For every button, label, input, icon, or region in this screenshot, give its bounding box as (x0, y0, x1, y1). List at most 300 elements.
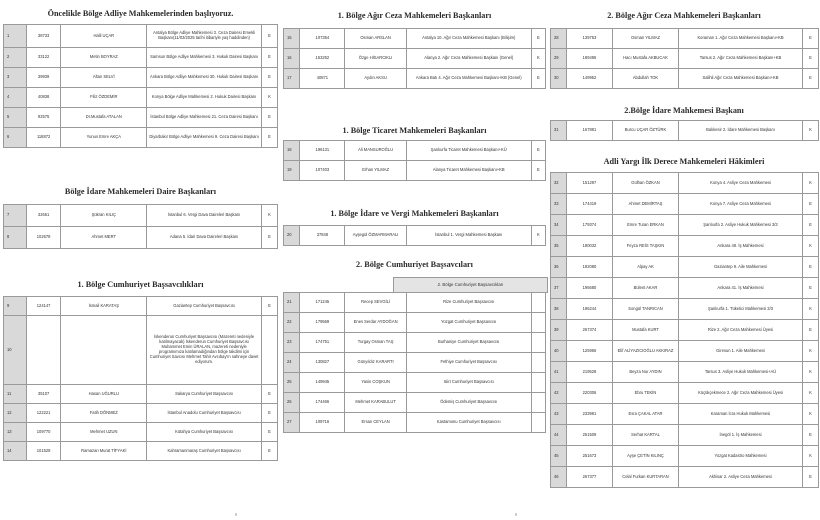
position: İskenderun Cumhuriyet Başsavcısı (Mazereti nedeniyle katılmayacak) İskenderun Cumhuriyet Başsavcısı Muhammet Emin ÜRALAN, mazereti nedeniyle programımıza katılamadığından bölge takdimi için Cumhuriyet Savcısı Mehmet Tahir Avcıbay'ın sahneye davet ediyorum. (147, 316, 262, 385)
registry-number: 251673 (567, 446, 613, 467)
person-name: Ahmet DEMİRTAŞ (613, 194, 679, 215)
table-row (4, 108, 278, 128)
table-region2-prosecutors (283, 292, 546, 433)
registry-number: 37848 (300, 226, 345, 246)
table-row (284, 226, 546, 246)
table-row (4, 48, 278, 68)
position: Ödemiş Cumhuriyet Başsavcısı (406, 393, 531, 413)
gender-code: E (261, 297, 277, 316)
row-number: 35 (551, 236, 567, 257)
row-number: 18 (284, 141, 300, 161)
position: Rize 2. Ağır Ceza Mahkemesi Üyesi (679, 320, 803, 341)
gender-code: E (261, 68, 277, 88)
registry-number: 219528 (567, 362, 613, 383)
section-title-region1-prosecutors: 1. Bölge Cumhuriyet Başsavcılıkları (77, 280, 204, 289)
table-row (551, 362, 819, 383)
position: Fethiye Cumhuriyet Başsavcısı (406, 353, 531, 373)
person-name: Gülhan ÖZKAN (613, 173, 679, 194)
scan-mark (515, 513, 517, 516)
gender-code (531, 373, 545, 393)
table-first-instance-judges (550, 172, 819, 488)
person-name: Erhan YILMAZ (345, 161, 406, 181)
section-title-region1-commercial: 1. Bölge Ticaret Mahkemeleri Başkanları (342, 126, 487, 135)
gender-code: K (803, 299, 819, 320)
person-name: Şükran KILIÇ (61, 205, 147, 227)
row-number: 11 (4, 385, 27, 404)
person-name: Emre Turan ERKAN (613, 215, 679, 236)
row-number: 36 (551, 257, 567, 278)
position: Alanya Ticaret Mahkemesi Başkanı+KB (406, 161, 531, 181)
position: İstanbul Bölge Adliye Mahkemesi 21. Ceza Dairesi Başkanı (147, 108, 262, 128)
table-row (4, 88, 278, 108)
gender-code: E (531, 161, 545, 181)
gender-code: E (261, 442, 277, 461)
position: Tarsus 3. Asliye Hukuk Mahkemesi+AÜ (679, 362, 803, 383)
row-number: 8 (4, 227, 27, 249)
gender-code (261, 316, 277, 385)
row-number: 29 (551, 49, 567, 69)
position: Giresun 1. Aile Mahkemesi (679, 341, 803, 362)
registry-number: 179374 (567, 215, 613, 236)
gender-code: E (803, 257, 819, 278)
gender-code: K (803, 404, 819, 425)
section-title-region2-heavy-penal: 2. Bölge Ağır Ceza Mahkemeleri Başkanları (607, 11, 761, 20)
table-row (551, 121, 819, 141)
person-name: Bülent AKAR (613, 278, 679, 299)
position: Salihli Ağır Ceza Mahkemesi Başkanı+KB (679, 69, 803, 89)
row-number: 13 (4, 423, 27, 442)
gender-code: E (803, 320, 819, 341)
gender-code: E (803, 467, 819, 488)
gender-code: E (261, 108, 277, 128)
person-name: Fatih DÖNMEZ (61, 404, 147, 423)
position: Antalya 10. Ağır Ceza Mahkemesi Başkanı (Bilişim) (406, 29, 531, 49)
person-name: Ramazan Murat TİFYAKİ (61, 442, 147, 461)
person-name: Aydın AKSU (345, 69, 406, 89)
gender-code: E (261, 25, 277, 48)
table-row (551, 49, 819, 69)
gender-code: K (803, 236, 819, 257)
row-number: 27 (284, 413, 300, 433)
section-title-first-instance-judges: Adli Yargı İlk Derece Mahkemeleri Hâkimleri (603, 157, 765, 166)
registry-number: 125966 (567, 341, 613, 362)
position: Şanlıurfa 2. Asliye Hukuk Mahkemesi 3/3 (679, 215, 803, 236)
position: Kütahya Cumhuriyet Başsavcısı (147, 423, 262, 442)
table-row (284, 413, 546, 433)
table-row (551, 446, 819, 467)
table-row (551, 29, 819, 49)
person-name: Dr.Mustafa ATALAN (61, 108, 147, 128)
person-name: Ebru TEKİN (613, 383, 679, 404)
registry-number: 149952 (567, 69, 613, 89)
gender-code (531, 353, 545, 373)
position: Ankara Bölge Adliye Mahkemesi 30. Hukuk Dairesi Başkanı (147, 68, 262, 88)
person-name (61, 316, 147, 385)
row-number: 4 (4, 88, 27, 108)
person-name: Ayşe ÇETİN KILINÇ (613, 446, 679, 467)
row-number: 31 (551, 121, 567, 141)
gender-code (531, 393, 545, 413)
scan-mark (235, 513, 237, 516)
person-name: Alpay AK (613, 257, 679, 278)
registry-number: 174419 (567, 194, 613, 215)
position: Diyarbakır Bölge Adliye Mahkemesi 9. Ceza Dairesi Başkanı (147, 128, 262, 148)
row-number: 44 (551, 425, 567, 446)
row-number: 34 (551, 215, 567, 236)
gender-code: K (531, 226, 545, 246)
position: Karaman İcra Hukuk Mahkemesi (679, 404, 803, 425)
person-name: Hacı Mustafa AKBUCAK (613, 49, 679, 69)
registry-number: 196244 (567, 299, 613, 320)
gender-code: E (261, 48, 277, 68)
person-name: Ali MANSUROĞLU (345, 141, 406, 161)
position: Gaziantep Cumhuriyet Başsavcısı (147, 297, 262, 316)
row-number: 12 (4, 404, 27, 423)
registry-number: 139753 (567, 29, 613, 49)
person-name: Osman ARSLAN (345, 29, 406, 49)
registry-number: 92575 (26, 108, 60, 128)
person-name: Enes Serdar AYDOĞAN (345, 313, 406, 333)
person-name: Yasin COŞKUN (345, 373, 406, 393)
gender-code: E (531, 141, 545, 161)
person-name: Filiz ÖZDEMİR (61, 88, 147, 108)
gender-code: K (803, 341, 819, 362)
table-row (551, 320, 819, 341)
position: Yozgat Kadastro Mahkemesi (679, 446, 803, 467)
position: Kastamonu Cumhuriyet Başsavcısı (406, 413, 531, 433)
table-region1-commercial (283, 140, 546, 181)
registry-number: 40838 (26, 88, 60, 108)
table-row (4, 385, 278, 404)
position: Rize Cumhuriyet Başsavcısı (406, 293, 531, 313)
registry-number: 109770 (26, 423, 60, 442)
table-row (551, 467, 819, 488)
row-number: 42 (551, 383, 567, 404)
position: İstanbul 1. Vergi Mahkemesi Başkanı (406, 226, 531, 246)
gender-code: E (531, 29, 545, 49)
table-row (284, 373, 546, 393)
registry-number: 109716 (300, 413, 345, 433)
person-name: Recep SEVGİLİ (345, 293, 406, 313)
table-region1-admin-tax (283, 225, 546, 246)
position: Akhisar 2. Asliye Ceza Mahkemesi (679, 467, 803, 488)
gender-code: K (803, 121, 819, 141)
registry-number: 192080 (567, 257, 613, 278)
registry-number: 124147 (26, 297, 60, 316)
registry-number: 267374 (567, 320, 613, 341)
row-number: 30 (551, 69, 567, 89)
position: Antalya Bölge Adliye Mahkemesi 3. Ceza Dairesi Emekli Başkanı(11/03/2025 tarihi itibariyle yaş haddinden) (147, 25, 262, 48)
table-region1-prosecutors (3, 296, 278, 461)
person-name: Elif ALİYAZICIOĞLU AKKIRAZ (613, 341, 679, 362)
position: Koraman 1. Ağır Ceza Mahkemesi Başkanı+KB (679, 29, 803, 49)
position: Şanlıurfa 1. Tüketici Mahkemesi 3/3 (679, 299, 803, 320)
table-row (284, 69, 546, 89)
row-number: 3 (4, 68, 27, 88)
person-name: Turgay Osman TAŞ (345, 333, 406, 353)
person-name: Ayşegül ÖZMARMARALI (345, 226, 406, 246)
row-number: 1 (4, 25, 27, 48)
row-number: 21 (284, 293, 300, 313)
registry-number: 38733 (26, 25, 60, 48)
person-name: Ahmet MERT (61, 227, 147, 249)
gender-code: E (261, 404, 277, 423)
registry-number: 233981 (567, 404, 613, 425)
table-row (284, 29, 546, 49)
row-number: 23 (284, 333, 300, 353)
person-name: Mehmet UZUN (61, 423, 147, 442)
table-row (551, 383, 819, 404)
middle-column (283, 0, 546, 520)
table-row (284, 393, 546, 413)
table-row (4, 404, 278, 423)
row-number: 37 (551, 278, 567, 299)
row-number: 24 (284, 353, 300, 373)
gender-code: K (803, 383, 819, 404)
row-number: 17 (284, 69, 300, 89)
person-name: İsmail KARATAŞ (61, 297, 147, 316)
registry-number: 195680 (567, 278, 613, 299)
gender-code: E (803, 215, 819, 236)
table-row (551, 173, 819, 194)
position: İstanbul Anadolu Cumhuriyet Başsavcısı (147, 404, 262, 423)
position: Şanlıurfa Ticaret Mahkemesi Başkanı+KÜ (406, 141, 531, 161)
row-number: 45 (551, 446, 567, 467)
person-name: Günyıldız KARARTI (345, 353, 406, 373)
row-number: 40 (551, 341, 567, 362)
row-number: 15 (284, 29, 300, 49)
position: İstanbul 6. Vergi Dava Daireleri Başkanı (147, 205, 262, 227)
person-name: Abdullah TOK (613, 69, 679, 89)
position: Küçükçekmece 2. Ağır Ceza Mahkemesi Üyesi (679, 383, 803, 404)
position: Ankara Batı 4. Ağır Ceza Mahkemesi Başkanı+KB (Genel) (406, 69, 531, 89)
row-number: 16 (284, 49, 300, 69)
section-title-regional-appeal-courts: Öncelikle Bölge Adliye Mahkemelerinden başlıyoruz. (47, 9, 234, 18)
registry-number: 251509 (567, 425, 613, 446)
section-title-region2-prosecutors: 2. Bölge Cumhuriyet Başsavcıları (356, 260, 473, 269)
row-number: 5 (4, 108, 27, 128)
gender-code: K (803, 446, 819, 467)
row-number: 19 (284, 161, 300, 181)
table-row (4, 297, 278, 316)
person-name: Songül TANRICAN (613, 299, 679, 320)
row-number: 33 (551, 194, 567, 215)
registry-number: 267377 (567, 467, 613, 488)
row-number: 46 (551, 467, 567, 488)
gender-code: E (531, 69, 545, 89)
table-row (551, 257, 819, 278)
gender-code: E (261, 423, 277, 442)
position: Konya 4. Asliye Ceza Mahkemesi (679, 173, 803, 194)
registry-number: 189495 (567, 49, 613, 69)
gender-code: E (261, 227, 277, 249)
row-number: 39 (551, 320, 567, 341)
person-name: Burcu UÇAR ÖZTÜRK (613, 121, 679, 141)
position: Adana 5. İdari Dava Daireleri Başkanı (147, 227, 262, 249)
gender-code: E (803, 194, 819, 215)
person-name: Ersan CEYLAN (345, 413, 406, 433)
person-name: Mustafa KURT (613, 320, 679, 341)
registry-number (26, 316, 60, 385)
person-name: Beyza Nur AYDIN (613, 362, 679, 383)
table-row (551, 236, 819, 257)
person-name: Esra ÇAKAL ATAR (613, 404, 679, 425)
table-row (551, 404, 819, 425)
registry-number: 102678 (26, 227, 60, 249)
gender-code: E (803, 425, 819, 446)
gender-code: E (803, 49, 819, 69)
registry-number: 33122 (26, 48, 60, 68)
gender-code: K (531, 49, 545, 69)
table-regional-admin-chambers (3, 204, 278, 249)
table-row (551, 425, 819, 446)
position: Samsun Bölge Adliye Mahkemesi 3. Hukuk Dairesi Başkanı (147, 48, 262, 68)
gender-code: E (803, 69, 819, 89)
gender-code (531, 313, 545, 333)
section-title-regional-admin-chambers: Bölge İdare Mahkemeleri Daire Başkanları (64, 187, 217, 196)
registry-number: 179569 (300, 313, 345, 333)
table-region2-admin-court (550, 120, 819, 141)
gender-code (531, 413, 545, 433)
registry-number: 174466 (300, 393, 345, 413)
person-name: Metin BOYRAZ (61, 48, 147, 68)
person-name: Celal Furkan KURTARAN (613, 467, 679, 488)
gender-code: K (803, 173, 819, 194)
registry-number: 32661 (26, 205, 60, 227)
right-column (550, 0, 818, 520)
position: Balıkesir 2. İdare Mahkemesi Başkanı (679, 121, 803, 141)
registry-number: 122221 (26, 404, 60, 423)
registry-number: 220306 (567, 383, 613, 404)
left-column (3, 0, 278, 520)
gender-code: E (261, 128, 277, 148)
position: Siirt Cumhuriyet Başsavcısı (406, 373, 531, 393)
position: Kahramanmaraş Cumhuriyet Başsavcısı (147, 442, 262, 461)
position: Konya 7. Asliye Ceza Mahkemesi (679, 194, 803, 215)
position: Gaziantep 9. Aile Mahkemesi (679, 257, 803, 278)
table-row (284, 313, 546, 333)
row-number: 41 (551, 362, 567, 383)
registry-number: 107403 (300, 161, 345, 181)
registry-number: 174751 (300, 333, 345, 353)
registry-number: 196131 (300, 141, 345, 161)
registry-number: 167881 (567, 121, 613, 141)
registry-number: 149945 (300, 373, 345, 393)
row-number: 9 (4, 297, 27, 316)
position: Burhaniye Cumhuriyet Başsavcısı (406, 333, 531, 353)
row-number: 28 (551, 29, 567, 49)
table-row (4, 316, 278, 385)
position: Ankara 41. İş Mahkemesi (679, 278, 803, 299)
position: Konya Bölge Adliye Mahkemesi 2. Hukuk Dairesi Başkanı (147, 88, 262, 108)
region2-prosecutors-band: 2. Bölge Cumhuriyet Başsavcıkları (393, 277, 548, 293)
table-regional-appeal-courts (3, 24, 278, 148)
row-number: 22 (284, 313, 300, 333)
table-row (551, 194, 819, 215)
table-row (284, 141, 546, 161)
person-name: Mehmet KARABULUT (345, 393, 406, 413)
gender-code: E (261, 385, 277, 404)
registry-number: 39939 (26, 68, 60, 88)
registry-number: 40871 (300, 69, 345, 89)
table-row (284, 293, 546, 313)
table-region1-heavy-penal (283, 28, 546, 89)
table-row (4, 423, 278, 442)
row-number: 26 (284, 393, 300, 413)
position: Ankara 48. İş Mahkemesi (679, 236, 803, 257)
registry-number: 107354 (300, 29, 345, 49)
table-row (551, 69, 819, 89)
table-row (284, 333, 546, 353)
registry-number: 101528 (26, 442, 60, 461)
table-region2-heavy-penal (550, 28, 819, 89)
table-row (4, 25, 278, 48)
row-number: 25 (284, 373, 300, 393)
person-name: Altan SELVİ (61, 68, 147, 88)
person-name: Özge HİSARCIKLI (345, 49, 406, 69)
row-number: 6 (4, 128, 27, 148)
row-number: 32 (551, 173, 567, 194)
row-number: 10 (4, 316, 27, 385)
person-name: Yunus Emre AKÇA (61, 128, 147, 148)
gender-code: E (803, 278, 819, 299)
row-number: 38 (551, 299, 567, 320)
table-row (284, 353, 546, 373)
gender-code: K (261, 205, 277, 227)
gender-code: K (803, 362, 819, 383)
table-row (551, 299, 819, 320)
section-title-region1-heavy-penal: 1. Bölge Ağır Ceza Mahkemeleri Başkanları (337, 11, 492, 20)
registry-number: 35107 (26, 385, 60, 404)
gender-code: K (261, 88, 277, 108)
gender-code: E (803, 29, 819, 49)
table-row (4, 128, 278, 148)
position: Alanya 2. Ağır Ceza Mahkemesi Başkanı (Genel) (406, 49, 531, 69)
position: Yozgat Cumhuriyet Başsavcısı (406, 313, 531, 333)
table-row (4, 205, 278, 227)
row-number: 14 (4, 442, 27, 461)
gender-code (531, 333, 545, 353)
person-name: Osman YILMAZ (613, 29, 679, 49)
table-row (4, 68, 278, 88)
registry-number: 171245 (300, 293, 345, 313)
table-row (284, 161, 546, 181)
person-name: Feyza REİS TAŞKIN (613, 236, 679, 257)
row-number: 2 (4, 48, 27, 68)
person-name: Serhat KARTAL (613, 425, 679, 446)
table-row (551, 341, 819, 362)
registry-number: 153252 (300, 49, 345, 69)
section-title-region1-admin-tax: 1. Bölge İdare ve Vergi Mahkemeleri Başkanları (330, 209, 499, 218)
row-number: 43 (551, 404, 567, 425)
row-number: 7 (4, 205, 27, 227)
registry-number: 151297 (567, 173, 613, 194)
position: İnegöl 1. İş Mahkemesi (679, 425, 803, 446)
person-name: Hasan UĞURLU (61, 385, 147, 404)
registry-number: 190032 (567, 236, 613, 257)
row-number: 20 (284, 226, 300, 246)
gender-code (531, 293, 545, 313)
section-title-region2-admin-court: 2.Bölge İdare Mahkemesi Başkanı (624, 106, 744, 115)
registry-number: 118872 (26, 128, 60, 148)
table-row (551, 278, 819, 299)
person-name: Halil UÇAR (61, 25, 147, 48)
position: Tarsus 2. Ağır Ceza Mahkemesi Başkanı+KB (679, 49, 803, 69)
table-row (4, 227, 278, 249)
table-row (551, 215, 819, 236)
table-row (4, 442, 278, 461)
table-row (284, 49, 546, 69)
